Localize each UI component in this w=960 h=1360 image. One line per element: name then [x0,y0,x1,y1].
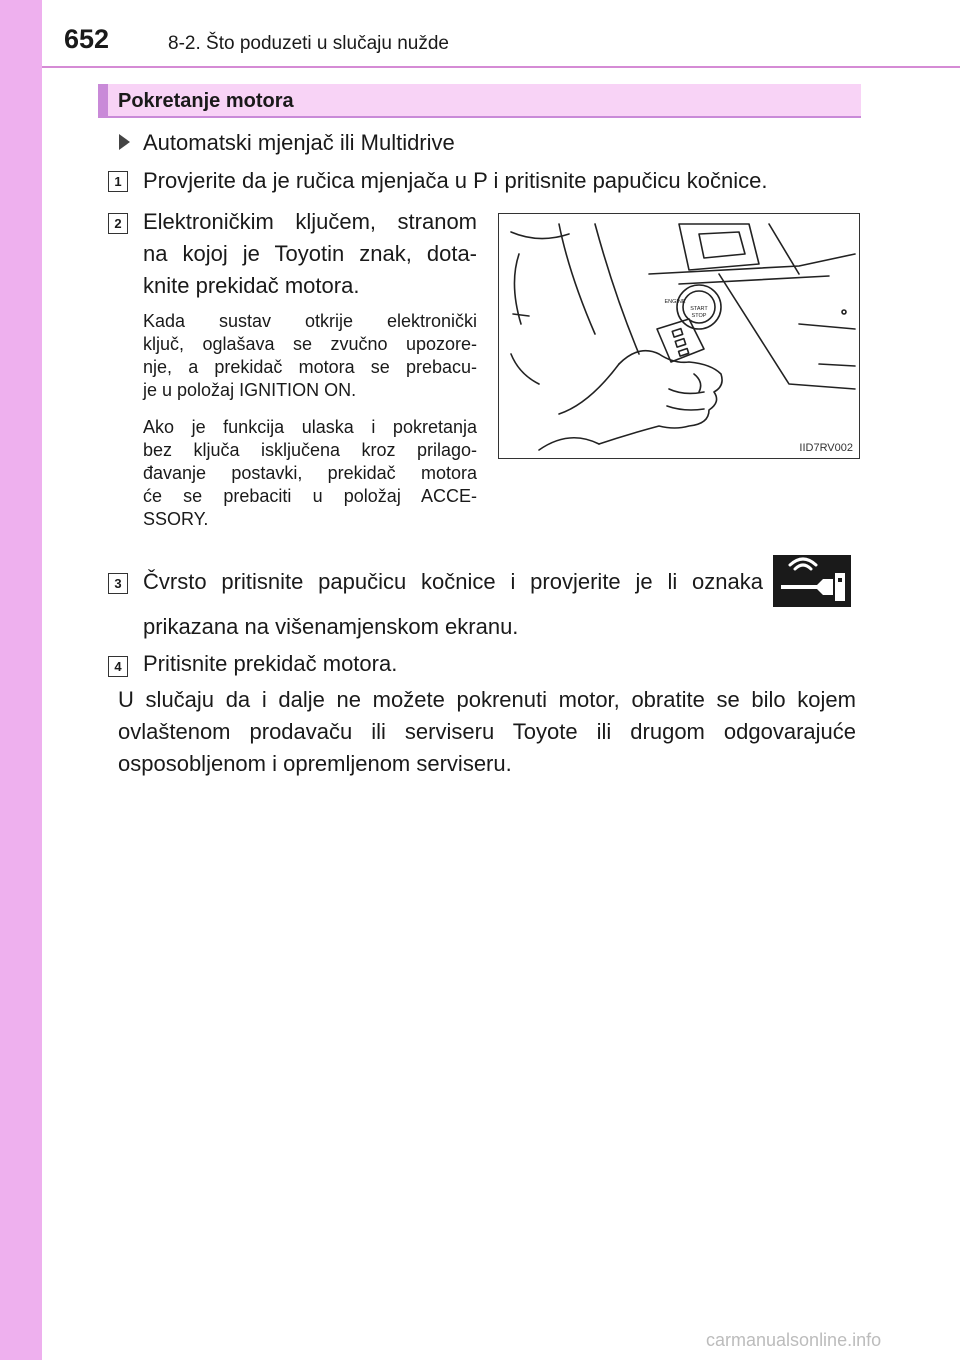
engine-button-label-1: ENGINE [664,299,686,305]
step-number-4: 4 [108,656,128,677]
note-2-line-5: SSORY. [143,509,209,529]
side-color-band [0,0,42,1360]
note-2-line-1: Ako je funkcija ulaska i pokretanja [143,417,477,437]
engine-button-label-2: START [690,306,708,312]
note-1-line-1: Kada sustav otkrije elektronički [143,311,477,331]
step-number-2: 2 [108,213,128,234]
subheading: Automatski mjenjač ili Multidrive [143,130,455,155]
key-fob-press-start-illustration [499,214,859,458]
step-2-line-3: knite prekidač motora. [143,273,360,298]
step-2-line-1: Elektroničkim ključem, stranom [143,209,477,234]
note-1-line-2: ključ, oglašava se zvučno upozore- [143,334,477,354]
engine-button-label-3: STOP [691,313,707,319]
smart-key-indicator-icon [773,555,851,607]
note-2-line-3: đavanje postavki, prekidač motora [143,463,477,483]
chapter-title: 8-2. Što poduzeti u slučaju nužde [168,33,449,54]
section-header [98,84,861,118]
step-1-text: Provjerite da je ručica mjenjača u P i pritisnite papučicu kočnice. [143,168,768,193]
step-3-line-2: prikazana na višenamjenskom ekranu. [143,614,519,639]
note-2-line-2: bez ključa isključena kroz prilago- [143,440,477,460]
step-number-3: 3 [108,573,128,594]
step-2-line-2: na kojoj je Toyotin znak, dota- [143,241,477,266]
section-title: Pokretanje motora [118,90,294,112]
bullet-arrow-icon [119,134,130,150]
step-4-text: Pritisnite prekidač motora. [143,651,398,676]
closing-paragraph: U slučaju da i dalje ne možete pokrenuti motor, obratite se bilo kojem ovlaštenom prodavaču ili serviseru Toyote ili drugom odgovarajuće osposobljenom i opremljenom serviseru. [118,687,856,776]
header-rule [42,66,960,68]
note-2-line-4: će se prebaciti u položaj ACCE- [143,486,477,506]
page-number: 652 [64,24,110,54]
step-3-line-1: Čvrsto pritisnite papučicu kočnice i provjerite je li oznaka [143,569,763,594]
watermark: carmanualsonline.info [706,1330,882,1350]
note-1-line-3: nje, a prekidač motora se prebacu- [143,357,477,377]
figure-code: IID7RV002 [799,442,853,454]
step-number-1: 1 [108,171,128,192]
figure-key-fob-start [498,213,860,459]
note-1-line-4: je u položaj IGNITION ON. [143,380,357,400]
